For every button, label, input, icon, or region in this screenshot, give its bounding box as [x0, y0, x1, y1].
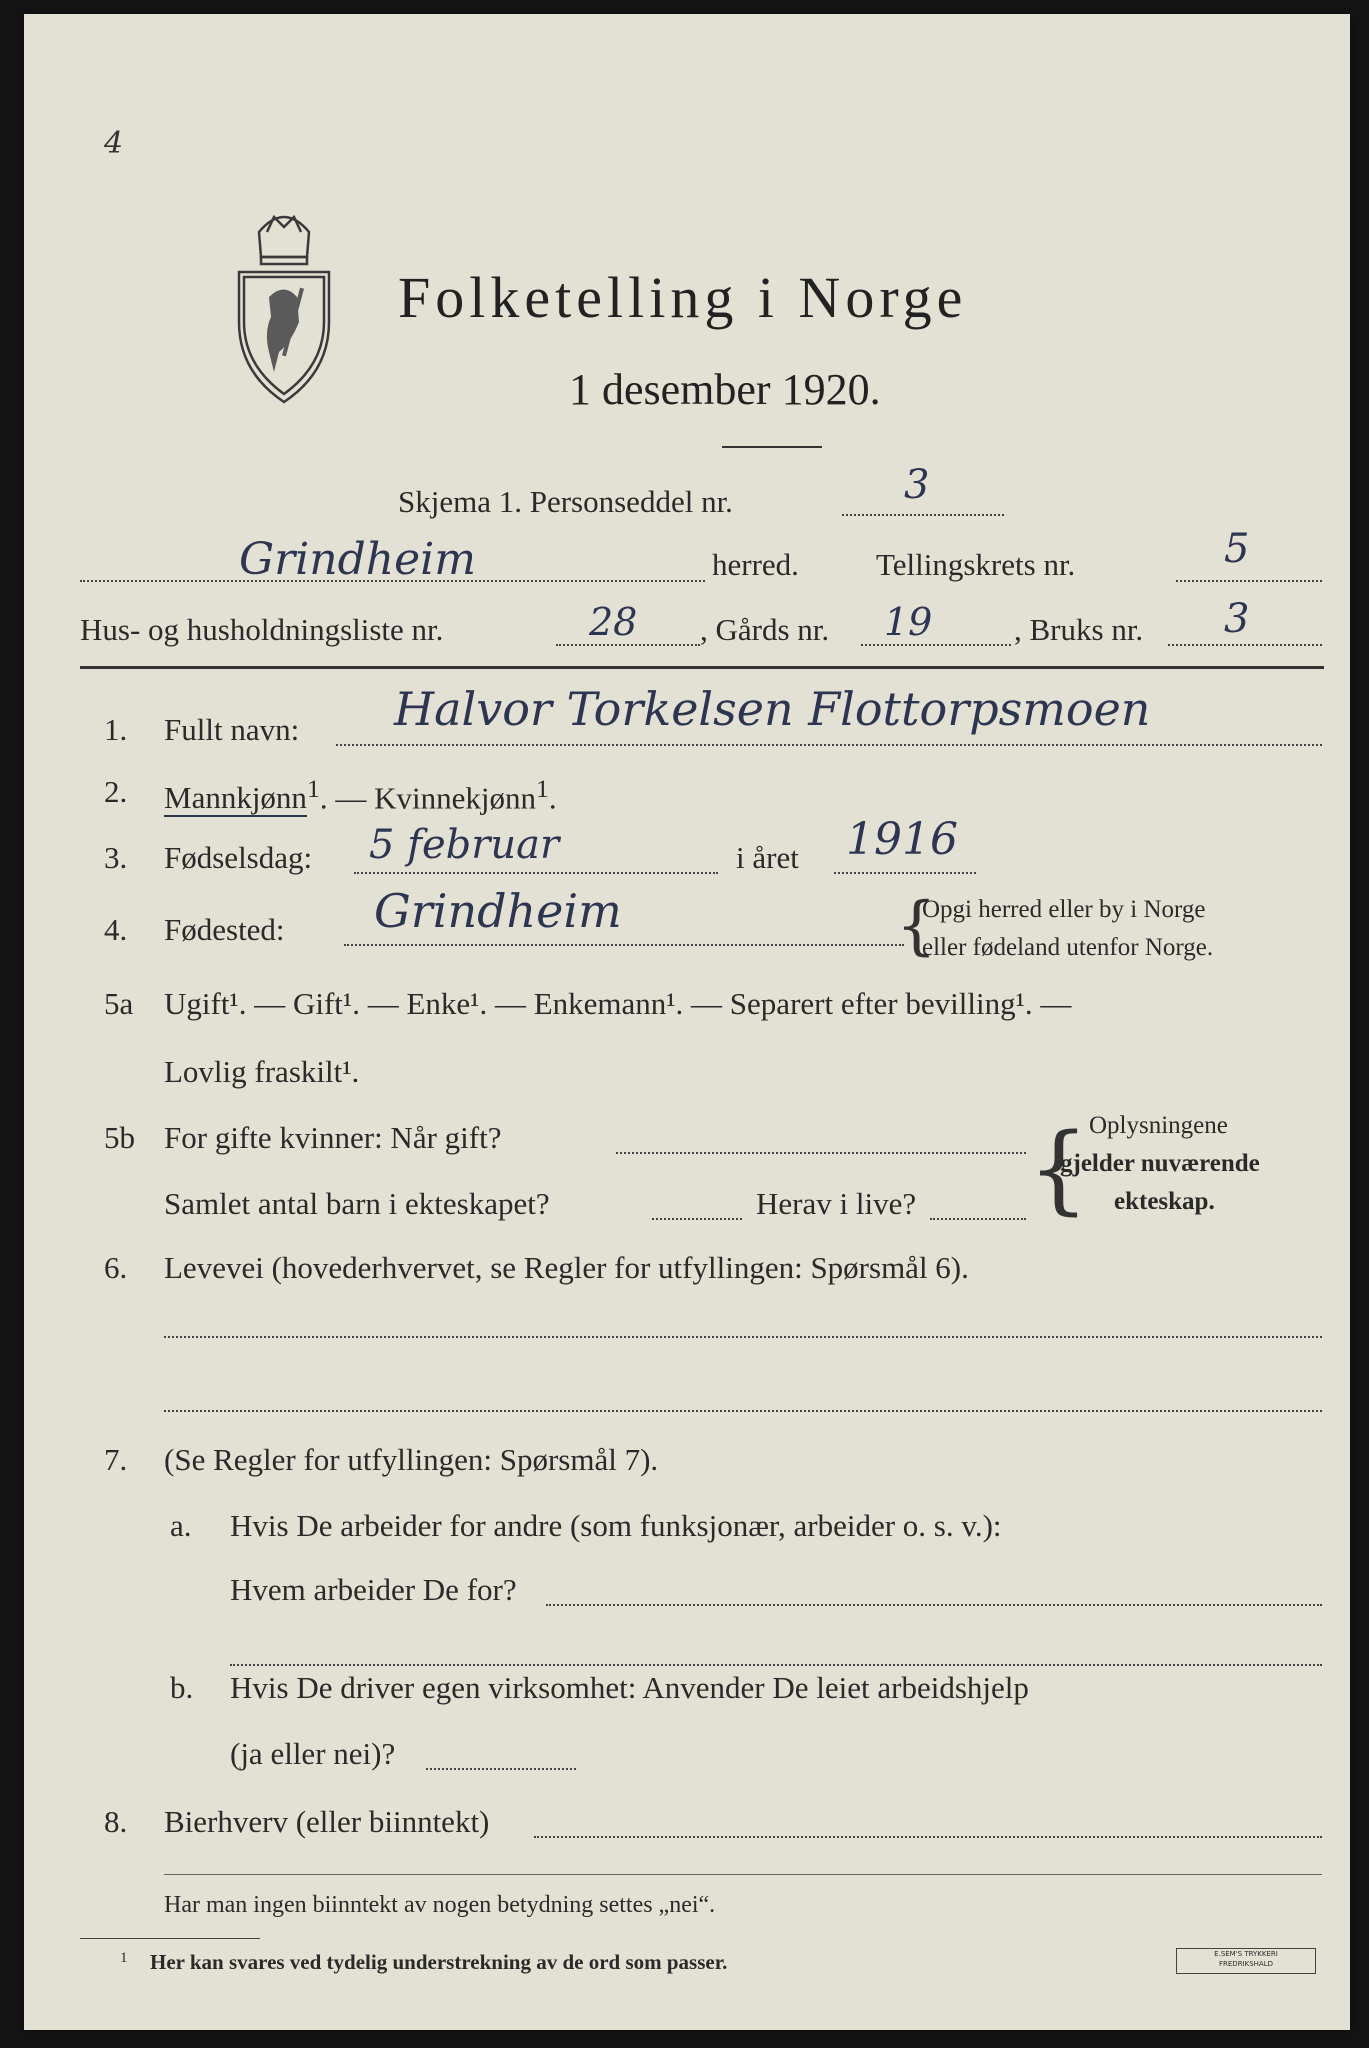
q7b-line2: (ja eller nei)?: [230, 1736, 396, 1771]
q7-label: (Se Regler for utfyllingen: Spørsmål 7).: [164, 1442, 659, 1477]
q1-label: Fullt navn:: [164, 712, 300, 747]
q7a-line1: Hvis De arbeider for andre (som funksjonær, arbeider o. s. v.):: [230, 1508, 1002, 1543]
husholdningsliste-value[interactable]: 28: [589, 600, 638, 644]
employer-field-line-2: [230, 1664, 1322, 1666]
q5b-note-line2: gjelder nuværende: [1060, 1150, 1260, 1177]
header-divider: [80, 666, 1324, 669]
q2-end: .: [548, 780, 557, 816]
husholdningsliste-label: Hus- og husholdningsliste nr.: [80, 612, 444, 647]
husholdningsliste-field-line: [556, 644, 700, 646]
bruks-value[interactable]: 3: [1224, 596, 1250, 642]
lovlig-fraskilt-option[interactable]: Lovlig fraskilt¹.: [164, 1054, 360, 1089]
q6-number: 6.: [104, 1250, 128, 1285]
antal-barn-field-line: [652, 1218, 742, 1220]
tellingskrets-label: Tellingskrets nr.: [876, 547, 1076, 582]
q5b-herav-label: Herav i live?: [756, 1186, 917, 1221]
q2-options: Mannkjønn$^1$. — Kvinnekjønn$^1$.: [164, 774, 557, 816]
q5b-number: 5b: [104, 1120, 135, 1155]
birth-year-field-line: [834, 872, 976, 874]
birthday-field-line: [354, 872, 718, 874]
kvinnekjonn-option[interactable]: Kvinnekjønn: [374, 780, 536, 816]
tellingskrets-value[interactable]: 5: [1224, 526, 1250, 572]
norwegian-coat-of-arms-icon: [229, 202, 339, 412]
q1-field-line: [336, 744, 1322, 746]
aaret-label: i året: [736, 840, 799, 875]
q7a-letter: a.: [170, 1508, 192, 1543]
tellingskrets-field-line: [1176, 580, 1322, 582]
birthplace-field-line: [344, 944, 904, 946]
q7b-line1: Hvis De driver egen virksomhet: Anvender De leiet arbeidshjelp: [230, 1670, 1029, 1705]
q7a-line2: Hvem arbeider De for?: [230, 1572, 517, 1607]
margin-mark: 4: [104, 126, 124, 161]
footnote-number: 1: [120, 1950, 128, 1966]
arbeidshjelp-field-line: [426, 1768, 576, 1770]
birthday-value[interactable]: 5 februar: [369, 822, 560, 868]
personseddel-value[interactable]: 3: [904, 462, 930, 508]
gards-label: , Gårds nr.: [700, 612, 830, 647]
q4-number: 4.: [104, 912, 128, 947]
personseddel-field-line: [842, 514, 1004, 516]
birthplace-value[interactable]: Grindheim: [374, 884, 622, 938]
q4-label: Fødested:: [164, 912, 285, 947]
census-date: 1 desember 1920.: [569, 365, 881, 414]
q7-number: 7.: [104, 1442, 128, 1477]
footnote-text: Her kan svares ved tydelig understrekning av de ord som passer.: [150, 1950, 728, 1974]
q5b-note-line3: ekteskap.: [1114, 1188, 1215, 1215]
q5b-note-brace: {: [1028, 1113, 1090, 1225]
mannkjonn-option[interactable]: Mannkjønn: [164, 780, 307, 816]
footer-note: Har man ingen biinntekt av nogen betydning settes „nei“.: [164, 1892, 716, 1918]
bruks-field-line: [1168, 644, 1322, 646]
footer-divider: [164, 1874, 1322, 1875]
gards-value[interactable]: 19: [884, 600, 933, 644]
herred-label: herred.: [712, 547, 799, 582]
levevei-field-line-2: [164, 1410, 1322, 1412]
q3-number: 3.: [104, 840, 128, 875]
printer-stamp-line2: FREDRIKSHALD: [1218, 1960, 1273, 1968]
q1-number: 1.: [104, 712, 128, 747]
q5b-note-line1: Oplysningene: [1089, 1112, 1228, 1139]
herred-value[interactable]: Grindheim: [239, 534, 476, 585]
skjema-label: Skjema 1. Personseddel nr.: [398, 484, 733, 519]
q5a-number: 5a: [104, 986, 134, 1021]
q2-separator: . —: [319, 780, 375, 816]
q5b-line1-label: For gifte kvinner: Når gift?: [164, 1120, 502, 1155]
q8-label: Bierhverv (eller biinntekt): [164, 1804, 490, 1839]
marital-status-options[interactable]: Ugift¹. — Gift¹. — Enke¹. — Enkemann¹. — Separert efter bevilling¹. —: [164, 986, 1072, 1021]
q5b-antal-barn-label: Samlet antal barn i ekteskapet?: [164, 1186, 550, 1221]
birth-year-value[interactable]: 1916: [846, 814, 958, 865]
gards-field-line: [861, 644, 1011, 646]
footnote-divider: [80, 1938, 260, 1939]
q3-label: Fødselsdag:: [164, 840, 313, 875]
q8-number: 8.: [104, 1804, 128, 1839]
printer-stamp-line1: E.SEM'S TRYKKERI: [1214, 1950, 1278, 1958]
q4-note-brace: {: [896, 889, 937, 963]
title-divider: [722, 446, 822, 448]
q7b-letter: b.: [170, 1670, 194, 1705]
form-title: Folketelling i Norge: [398, 265, 968, 330]
q4-note-line2: eller fødeland utenfor Norge.: [922, 934, 1214, 961]
printer-stamp: [1176, 1948, 1316, 1974]
bruks-label: , Bruks nr.: [1014, 612, 1144, 647]
q2-number: 2.: [104, 774, 128, 809]
levevei-field-line-1: [164, 1336, 1322, 1338]
bierhverv-field-line: [534, 1836, 1322, 1838]
q6-label: Levevei (hovederhvervet, se Regler for utfyllingen: Spørsmål 6).: [164, 1250, 969, 1285]
census-form-sheet: [24, 14, 1350, 2030]
full-name-value[interactable]: Halvor Torkelsen Flottorpsmoen: [394, 682, 1151, 736]
herav-i-live-field-line: [930, 1218, 1026, 1220]
employer-field-line-1: [546, 1604, 1322, 1606]
naar-gift-field-line: [616, 1152, 1026, 1154]
q4-note-line1: Opgi herred eller by i Norge: [922, 896, 1206, 923]
